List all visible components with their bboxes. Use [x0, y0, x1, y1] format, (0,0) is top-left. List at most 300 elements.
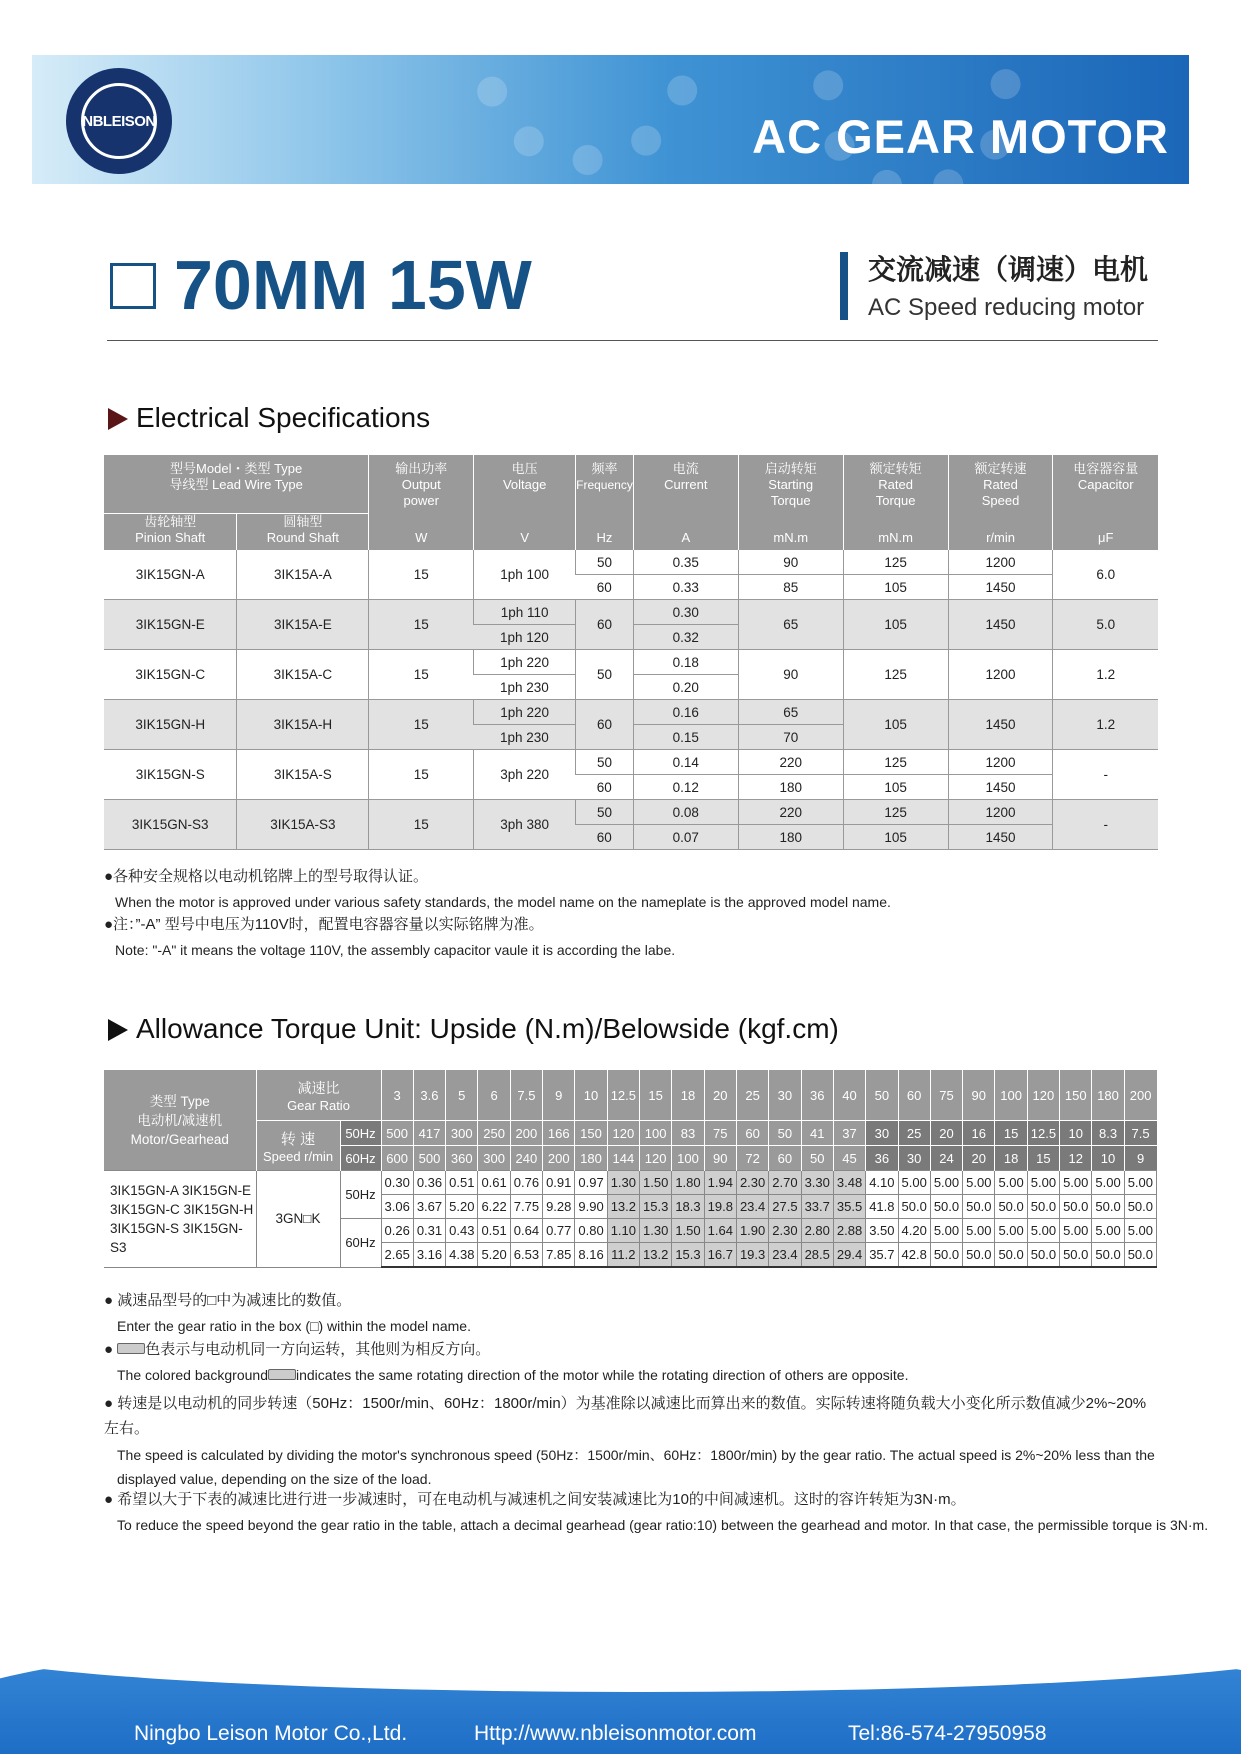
footer-wave-mask — [0, 1612, 1241, 1692]
ratio-cell: 90 — [963, 1070, 995, 1121]
torque-cell: 27.5 — [769, 1195, 801, 1219]
header-rated-speed: 额定转速 Rated Speed — [948, 455, 1053, 514]
note-en: Note: "-A" it means the voltage 110V, the assembly capacitor vaule it is according the labe. — [115, 942, 676, 958]
allowance-torque-table — [104, 1070, 1157, 1268]
speed-cell: 24 — [930, 1146, 962, 1171]
note-cn: ● 减速品型号的□中为减速比的数值。 — [104, 1292, 352, 1309]
ratio-cell: 100 — [995, 1070, 1027, 1121]
ratio-cell: 180 — [1092, 1070, 1124, 1121]
torque-cell: 1.64 — [704, 1219, 736, 1243]
torque-cell: 2.80 — [801, 1219, 833, 1243]
gearhead-model: 3GN□K — [256, 1171, 340, 1268]
speed-cell: 37 — [833, 1121, 865, 1146]
model-text: 70MM 15W — [174, 246, 532, 324]
torque-cell: 3.16 — [413, 1243, 445, 1268]
torque-cell: 16.7 — [704, 1243, 736, 1268]
header-speed: 转 速 Speed r/min — [256, 1121, 340, 1171]
spec-row — [104, 550, 1158, 575]
cell-rt: 125 — [843, 750, 948, 775]
torque-cell: 6.22 — [478, 1195, 510, 1219]
subtitle-en: AC Speed reducing motor — [868, 294, 1145, 321]
cell-current: 0.33 — [633, 575, 738, 600]
torque-cell: 4.38 — [446, 1243, 478, 1268]
logo-text: NBLEISON — [81, 83, 157, 159]
torque-cell: 1.50 — [672, 1219, 704, 1243]
cell-cap: - — [1053, 800, 1158, 850]
speed-cell: 500 — [413, 1146, 445, 1171]
speed-cell: 417 — [413, 1121, 445, 1146]
ratio-cell: 120 — [1027, 1070, 1059, 1121]
torque-cell: 0.31 — [413, 1219, 445, 1243]
torque-cell: 50.0 — [1060, 1243, 1092, 1268]
cell-cap: - — [1053, 750, 1158, 800]
torque-cell: 5.00 — [995, 1219, 1027, 1243]
ratio-cell: 6 — [478, 1070, 510, 1121]
speed-cell: 18 — [995, 1146, 1027, 1171]
torque-hz: 50Hz — [340, 1171, 381, 1219]
speed-cell: 360 — [446, 1146, 478, 1171]
cell-round: 3IK15A-S3 — [237, 800, 369, 850]
torque-cell: 5.00 — [1124, 1171, 1156, 1195]
cell-power: 15 — [369, 550, 474, 600]
note-en: The speed is calculated by dividing the motor's synchronous speed (50Hz：1500r/min、60Hz：1800r/min) by the gear ratio. The actual speed is 2%~20% less than the displayed value, depending on the size of the load. — [117, 1447, 1155, 1487]
cell-start: 90 — [738, 650, 843, 700]
cell-pinion: 3IK15GN-S — [104, 750, 237, 800]
torque-cell: 50.0 — [1060, 1195, 1092, 1219]
cell-rt: 105 — [843, 775, 948, 800]
speed-cell: 75 — [704, 1121, 736, 1146]
speed-cell: 36 — [866, 1146, 898, 1171]
torque-cell: 0.97 — [575, 1171, 607, 1195]
torque-cell: 0.76 — [510, 1171, 542, 1195]
cell-rt: 125 — [843, 550, 948, 575]
torque-cell: 35.5 — [833, 1195, 865, 1219]
cell-start: 70 — [738, 725, 843, 750]
torque-cell: 5.00 — [898, 1171, 930, 1195]
torque-cell: 42.8 — [898, 1243, 930, 1268]
cell-freq: 50 — [576, 800, 634, 825]
cell-power: 15 — [369, 600, 474, 650]
gear-decoration-icon — [472, 55, 702, 175]
torque-cell: 1.90 — [736, 1219, 768, 1243]
speed-cell: 150 — [575, 1121, 607, 1146]
unit-cell: r/min — [948, 514, 1053, 551]
speed-cell: 60 — [736, 1121, 768, 1146]
speed-cell: 8.3 — [1092, 1121, 1124, 1146]
note-cn: ●各种安全规格以电动机铭牌上的型号取得认证。 — [104, 868, 429, 885]
cell-freq: 50 — [576, 650, 634, 700]
ratio-cell: 3 — [381, 1070, 413, 1121]
cell-freq: 60 — [576, 700, 634, 750]
note-cn: ● 希望以大于下表的减速比进行进一步减速时，可在电动机与减速机之间安装减速比为10的中间减速机。这时的容许转矩为3N·m。 — [104, 1491, 966, 1508]
torque-cell: 19.3 — [736, 1243, 768, 1268]
header-pinion-shaft: 齿轮轴型 Pinion Shaft — [104, 514, 237, 551]
torque-cell: 41.8 — [866, 1195, 898, 1219]
cell-current: 0.15 — [633, 725, 738, 750]
unit-cell: μF — [1053, 514, 1158, 551]
torque-cell: 50.0 — [930, 1243, 962, 1268]
cell-rs: 1450 — [948, 600, 1053, 650]
cell-rs: 1200 — [948, 550, 1053, 575]
ratio-cell: 40 — [833, 1070, 865, 1121]
header-frequency: 频率 Frequency — [576, 455, 634, 514]
note-en: When the motor is approved under various safety standards, the model name on the nameplate is the approved model name. — [115, 894, 891, 910]
cell-current: 0.35 — [633, 550, 738, 575]
torque-cell: 19.8 — [704, 1195, 736, 1219]
cell-pinion: 3IK15GN-C — [104, 650, 237, 700]
ratio-cell: 7.5 — [510, 1070, 542, 1121]
speed-cell: 10 — [1092, 1146, 1124, 1171]
spec-row — [104, 650, 1158, 675]
ratio-cell: 50 — [866, 1070, 898, 1121]
cell-rs: 1450 — [948, 775, 1053, 800]
torque-cell: 7.85 — [543, 1243, 575, 1268]
note-en: The colored background indicates the same rotating direction of the motor while the rotating direction of others are opposite. — [117, 1367, 909, 1383]
speed-cell: 50 — [769, 1121, 801, 1146]
ratio-cell: 15 — [640, 1070, 672, 1121]
cell-rs: 1200 — [948, 800, 1053, 825]
torque-hz: 60Hz — [340, 1219, 381, 1268]
torque-cell: 2.88 — [833, 1219, 865, 1243]
motor-models: 3IK15GN-A 3IK15GN-E 3IK15GN-C 3IK15GN-H 3IK15GN-S 3IK15GN-S3 — [104, 1171, 256, 1268]
note-cn: ● 转速是以电动机的同步转速（50Hz：1500r/min、60Hz：1800r/min）为基准除以减速比而算出来的数值。实际转速将随负载大小变化所示数值减少2%~20%左右。 — [104, 1395, 1147, 1437]
speed-cell: 100 — [672, 1146, 704, 1171]
torque-cell: 50.0 — [1124, 1243, 1156, 1268]
torque-cell: 13.2 — [607, 1195, 639, 1219]
model-title — [110, 245, 532, 325]
speed-cell: 83 — [672, 1121, 704, 1146]
torque-cell: 0.43 — [446, 1219, 478, 1243]
footer-tel: Tel:86-574-27950958 — [848, 1722, 1047, 1745]
cell-power: 15 — [369, 650, 474, 700]
torque-cell: 1.10 — [607, 1219, 639, 1243]
cell-volt: 1ph 100 — [474, 550, 576, 600]
speed-cell: 30 — [866, 1121, 898, 1146]
header-type: 类型 Type 电动机/减速机 Motor/Gearhead — [104, 1070, 256, 1171]
header-starting-torque: 启动转矩 Starting Torque — [738, 455, 843, 514]
speed-cell: 100 — [640, 1121, 672, 1146]
unit-cell: W — [369, 514, 474, 551]
torque-cell: 1.80 — [672, 1171, 704, 1195]
torque-cell: 5.00 — [995, 1171, 1027, 1195]
ratio-cell: 30 — [769, 1070, 801, 1121]
header-capacitor: 电容器容量 Capacitor — [1053, 455, 1158, 514]
cell-current: 0.18 — [633, 650, 738, 675]
ratio-header-row — [104, 1070, 1157, 1121]
speed-cell: 600 — [381, 1146, 413, 1171]
torque-cell: 0.36 — [413, 1171, 445, 1195]
cell-cap: 5.0 — [1053, 600, 1158, 650]
torque-cell: 13.2 — [640, 1243, 672, 1268]
speed-cell: 15 — [1027, 1146, 1059, 1171]
ratio-cell: 25 — [736, 1070, 768, 1121]
cell-volt: 1ph 220 — [474, 650, 576, 675]
subtitle-cn: 交流减速（调速）电机 — [868, 254, 1149, 285]
torque-cell: 23.4 — [736, 1195, 768, 1219]
speed-cell: 72 — [736, 1146, 768, 1171]
cell-current: 0.14 — [633, 750, 738, 775]
cell-volt: 1ph 220 — [474, 700, 576, 725]
cell-current: 0.16 — [633, 700, 738, 725]
cell-rs: 1450 — [948, 825, 1053, 850]
torque-cell: 0.30 — [381, 1171, 413, 1195]
note-cn: ●注：”-A” 型号中电压为110V时，配置电容器容量以实际铭牌为准。 — [104, 916, 544, 933]
speed-cell: 20 — [930, 1121, 962, 1146]
torque-cell: 9.28 — [543, 1195, 575, 1219]
ratio-cell: 20 — [704, 1070, 736, 1121]
cell-current: 0.32 — [633, 625, 738, 650]
cell-power: 15 — [369, 800, 474, 850]
cell-rt: 105 — [843, 825, 948, 850]
cell-start: 90 — [738, 550, 843, 575]
cell-rt: 105 — [843, 600, 948, 650]
unit-cell: A — [633, 514, 738, 551]
speed-cell: 200 — [510, 1121, 542, 1146]
torque-cell: 33.7 — [801, 1195, 833, 1219]
torque-cell: 11.2 — [607, 1243, 639, 1268]
torque-row — [104, 1171, 1157, 1195]
torque-cell: 1.94 — [704, 1171, 736, 1195]
triangle-bullet-icon — [108, 408, 128, 430]
accent-bar — [840, 252, 848, 320]
cell-start: 65 — [738, 700, 843, 725]
triangle-bullet-icon — [108, 1019, 128, 1041]
cell-rs: 1450 — [948, 575, 1053, 600]
note-en: To reduce the speed beyond the gear ratio in the table, attach a decimal gearhead (gear ratio:10) between the gearhead and motor. In that case, the permissible torque is 3N·m. — [117, 1517, 1209, 1533]
torque-cell: 3.48 — [833, 1171, 865, 1195]
header-model-type: 型号Model・类型 Type 导线型 Lead Wire Type — [104, 455, 369, 514]
section-heading-torque — [108, 1013, 839, 1045]
section-heading-electrical — [108, 402, 430, 434]
cell-power: 15 — [369, 750, 474, 800]
torque-cell: 5.00 — [1060, 1219, 1092, 1243]
cell-freq: 60 — [576, 825, 634, 850]
speed-cell: 300 — [478, 1146, 510, 1171]
ratio-cell: 10 — [575, 1070, 607, 1121]
torque-cell: 50.0 — [1124, 1195, 1156, 1219]
cell-freq: 60 — [576, 575, 634, 600]
torque-cell: 2.65 — [381, 1243, 413, 1268]
torque-cell: 50.0 — [963, 1195, 995, 1219]
ratio-cell: 18 — [672, 1070, 704, 1121]
torque-cell: 18.3 — [672, 1195, 704, 1219]
header-round-shaft: 圆轴型 Round Shaft — [237, 514, 369, 551]
cell-rt: 105 — [843, 575, 948, 600]
cell-volt: 1ph 230 — [474, 675, 576, 700]
header-current: 电流 Current — [633, 455, 738, 514]
speed-cell: 30 — [898, 1146, 930, 1171]
cell-cap: 1.2 — [1053, 700, 1158, 750]
speed-cell: 16 — [963, 1121, 995, 1146]
torque-cell: 50.0 — [1027, 1195, 1059, 1219]
cell-freq: 50 — [576, 550, 634, 575]
torque-cell: 50.0 — [963, 1243, 995, 1268]
cell-volt: 1ph 110 — [474, 600, 576, 625]
cell-rs: 1200 — [948, 650, 1053, 700]
cell-volt: 1ph 230 — [474, 725, 576, 750]
cell-pinion: 3IK15GN-A — [104, 550, 237, 600]
footer-url[interactable]: Http://www.nbleisonmotor.com — [474, 1722, 757, 1745]
torque-cell: 3.06 — [381, 1195, 413, 1219]
speed-cell: 180 — [575, 1146, 607, 1171]
cell-round: 3IK15A-S — [237, 750, 369, 800]
speed-cell: 25 — [898, 1121, 930, 1146]
cell-rt: 125 — [843, 650, 948, 700]
ratio-cell: 60 — [898, 1070, 930, 1121]
torque-cell: 6.53 — [510, 1243, 542, 1268]
cell-volt: 3ph 220 — [474, 750, 576, 800]
cell-rs: 1200 — [948, 750, 1053, 775]
torque-cell: 50.0 — [898, 1195, 930, 1219]
cell-round: 3IK15A-C — [237, 650, 369, 700]
torque-cell: 5.00 — [963, 1219, 995, 1243]
cell-volt: 1ph 120 — [474, 625, 576, 650]
ratio-cell: 75 — [930, 1070, 962, 1121]
section-title: Electrical Specifications — [136, 402, 431, 433]
speed-row — [104, 1121, 1157, 1146]
torque-cell: 5.20 — [446, 1195, 478, 1219]
cell-start: 65 — [738, 600, 843, 650]
speed-cell: 120 — [607, 1121, 639, 1146]
speed-cell: 200 — [543, 1146, 575, 1171]
cell-current: 0.12 — [633, 775, 738, 800]
torque-cell: 2.30 — [769, 1219, 801, 1243]
top-banner — [32, 55, 1189, 184]
company-logo — [66, 68, 172, 174]
speed-cell: 7.5 — [1124, 1121, 1156, 1146]
divider — [107, 340, 1158, 341]
speed-cell: 60 — [769, 1146, 801, 1171]
torque-cell: 2.30 — [736, 1171, 768, 1195]
torque-cell: 29.4 — [833, 1243, 865, 1268]
cell-start: 85 — [738, 575, 843, 600]
torque-cell: 0.26 — [381, 1219, 413, 1243]
footer — [0, 1612, 1241, 1754]
torque-cell: 3.50 — [866, 1219, 898, 1243]
cell-freq: 50 — [576, 750, 634, 775]
torque-cell: 5.00 — [1060, 1171, 1092, 1195]
cell-volt: 3ph 380 — [474, 800, 576, 850]
speed-cell: 10 — [1060, 1121, 1092, 1146]
torque-cell: 5.00 — [930, 1219, 962, 1243]
header-voltage: 电压 Voltage — [474, 455, 576, 514]
cell-current: 0.20 — [633, 675, 738, 700]
torque-cell: 3.30 — [801, 1171, 833, 1195]
spec-row — [104, 600, 1158, 625]
torque-cell: 9.90 — [575, 1195, 607, 1219]
torque-cell: 23.4 — [769, 1243, 801, 1268]
cell-round: 3IK15A-E — [237, 600, 369, 650]
cell-current: 0.08 — [633, 800, 738, 825]
cell-freq: 60 — [576, 600, 634, 650]
torque-cell: 5.20 — [478, 1243, 510, 1268]
electrical-spec-table — [104, 455, 1158, 850]
torque-cell: 5.00 — [1092, 1219, 1124, 1243]
cell-freq: 60 — [576, 775, 634, 800]
cell-current: 0.07 — [633, 825, 738, 850]
torque-cell: 7.75 — [510, 1195, 542, 1219]
speed-cell: 240 — [510, 1146, 542, 1171]
speed-cell: 50 — [801, 1146, 833, 1171]
speed-cell: 20 — [963, 1146, 995, 1171]
header-gear-ratio: 减速比 Gear Ratio — [256, 1070, 381, 1121]
cell-rt: 105 — [843, 700, 948, 750]
speed-hz: 60Hz — [340, 1146, 381, 1171]
torque-cell: 1.30 — [607, 1171, 639, 1195]
torque-cell: 50.0 — [1092, 1195, 1124, 1219]
torque-cell: 5.00 — [1027, 1171, 1059, 1195]
cell-round: 3IK15A-A — [237, 550, 369, 600]
torque-cell: 15.3 — [640, 1195, 672, 1219]
color-swatch-icon — [268, 1369, 296, 1380]
note-cn: ● 色表示与电动机同一方向运转，其他则为相反方向。 — [104, 1341, 491, 1358]
speed-cell: 15 — [995, 1121, 1027, 1146]
torque-cell: 50.0 — [930, 1195, 962, 1219]
speed-cell: 300 — [446, 1121, 478, 1146]
banner-title: AC GEAR MOTOR — [752, 110, 1169, 163]
torque-cell: 0.80 — [575, 1219, 607, 1243]
cell-start: 180 — [738, 825, 843, 850]
speed-cell: 41 — [801, 1121, 833, 1146]
spec-row — [104, 750, 1158, 775]
torque-cell: 1.50 — [640, 1171, 672, 1195]
torque-cell: 5.00 — [1092, 1171, 1124, 1195]
ratio-cell: 200 — [1124, 1070, 1156, 1121]
color-swatch-icon — [117, 1343, 145, 1354]
unit-cell: Hz — [576, 514, 634, 551]
header-rated-torque: 额定转矩 Rated Torque — [843, 455, 948, 514]
torque-cell: 4.10 — [866, 1171, 898, 1195]
torque-cell: 0.77 — [543, 1219, 575, 1243]
torque-cell: 0.64 — [510, 1219, 542, 1243]
speed-cell: 12 — [1060, 1146, 1092, 1171]
torque-cell: 5.00 — [1027, 1219, 1059, 1243]
torque-cell: 2.70 — [769, 1171, 801, 1195]
footer-company: Ningbo Leison Motor Co.,Ltd. — [134, 1722, 408, 1745]
speed-cell: 120 — [640, 1146, 672, 1171]
torque-cell: 28.5 — [801, 1243, 833, 1268]
spec-row — [104, 800, 1158, 825]
spec-row — [104, 700, 1158, 725]
torque-cell: 0.61 — [478, 1171, 510, 1195]
cell-rs: 1450 — [948, 700, 1053, 750]
speed-cell: 9 — [1124, 1146, 1156, 1171]
torque-cell: 0.51 — [478, 1219, 510, 1243]
note-en: Enter the gear ratio in the box (□) within the model name. — [117, 1318, 471, 1334]
square-icon — [110, 263, 156, 309]
speed-cell: 166 — [543, 1121, 575, 1146]
cell-start: 180 — [738, 775, 843, 800]
unit-cell: mN.m — [738, 514, 843, 551]
cell-rt: 125 — [843, 800, 948, 825]
ratio-cell: 5 — [446, 1070, 478, 1121]
torque-cell: 5.00 — [1124, 1219, 1156, 1243]
torque-cell: 3.67 — [413, 1195, 445, 1219]
speed-cell: 45 — [833, 1146, 865, 1171]
cell-start: 220 — [738, 750, 843, 775]
ratio-cell: 12.5 — [607, 1070, 639, 1121]
cell-round: 3IK15A-H — [237, 700, 369, 750]
header-output: 输出功率 Output power — [369, 455, 474, 514]
cell-pinion: 3IK15GN-S3 — [104, 800, 237, 850]
torque-cell: 5.00 — [963, 1171, 995, 1195]
cell-power: 15 — [369, 700, 474, 750]
speed-cell: 12.5 — [1027, 1121, 1059, 1146]
cell-cap: 1.2 — [1053, 650, 1158, 700]
torque-cell: 50.0 — [995, 1195, 1027, 1219]
ratio-cell: 3.6 — [413, 1070, 445, 1121]
ratio-cell: 9 — [543, 1070, 575, 1121]
